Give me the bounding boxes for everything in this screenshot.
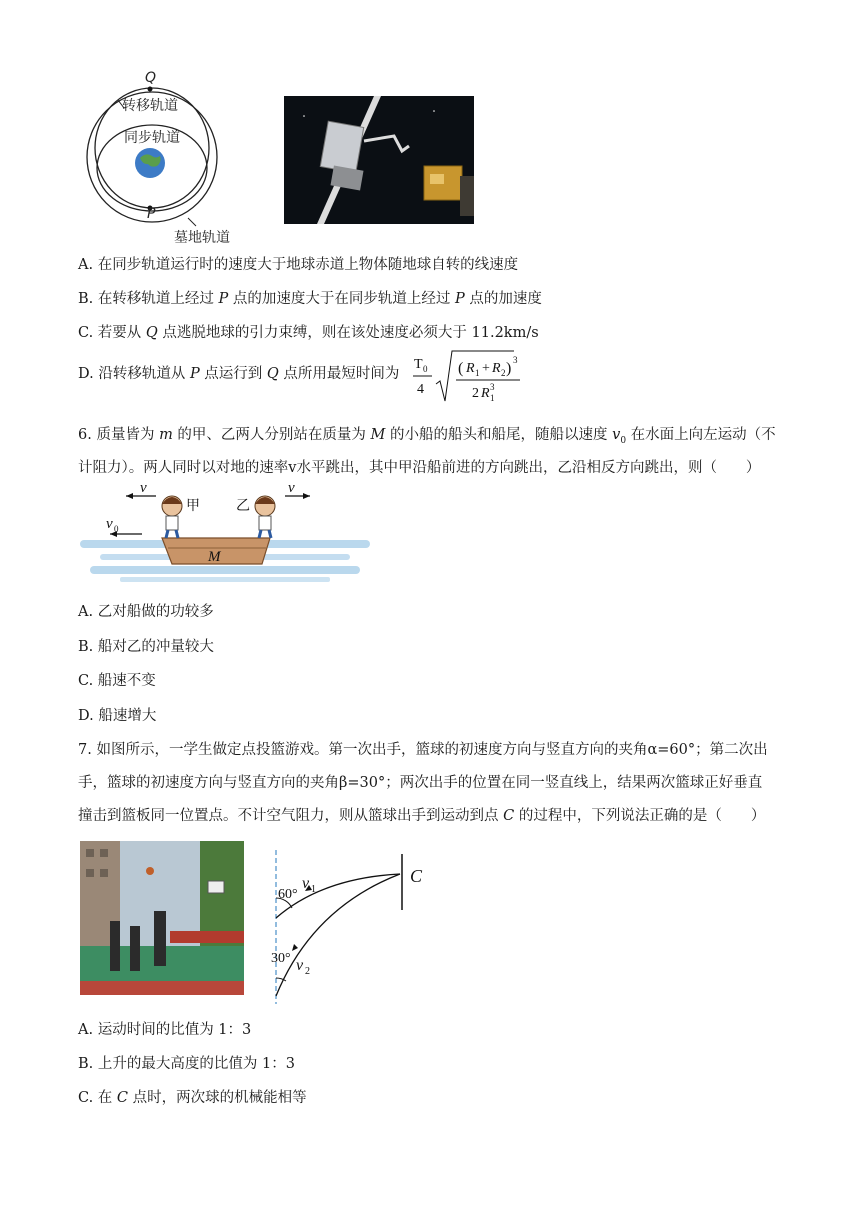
- label-v2: v: [296, 957, 304, 974]
- q6-option-c[interactable]: C. 船速不变: [78, 673, 156, 689]
- svg-text:1: 1: [490, 393, 495, 403]
- label-q: Q: [145, 70, 157, 86]
- arrow-left-icon: [126, 493, 133, 499]
- label-yi: 乙: [236, 498, 250, 514]
- q5-option-a[interactable]: A. 在同步轨道运行时的速度大于地球赤道上物体随地球自转的线速度: [78, 257, 519, 273]
- svg-text:+: +: [482, 361, 490, 376]
- q7-stem-line1: 7. 如图所示，一学生做定点投篮游戏。第一次出手，篮球的初速度方向与竖直方向的夹角α=60°；第二次出: [78, 742, 768, 758]
- boat-figure: [80, 478, 372, 588]
- period-formula: [410, 350, 530, 406]
- svg-text:1: 1: [475, 368, 480, 378]
- satellite-photo: [284, 96, 474, 224]
- q7-option-b[interactable]: B. 上升的最大高度的比值为 1：3: [78, 1056, 295, 1072]
- svg-text:T: T: [414, 357, 423, 372]
- label-angle-60: 60°: [278, 887, 298, 902]
- svg-text:): ): [506, 360, 512, 377]
- label-angle-30: 30°: [271, 951, 291, 966]
- label-boat-m: M: [208, 549, 221, 565]
- trajectory-diagram: [262, 848, 434, 1006]
- svg-text:4: 4: [417, 382, 424, 397]
- label-p: P: [147, 206, 156, 222]
- svg-text:0: 0: [114, 524, 119, 534]
- person-yi-icon: [255, 496, 275, 538]
- label-transfer-orbit: 转移轨道: [122, 98, 178, 114]
- basketball-photo: [80, 841, 244, 995]
- label-v-left: v: [140, 480, 147, 496]
- svg-text:3: 3: [490, 382, 495, 392]
- svg-text:R: R: [492, 361, 501, 376]
- q7-option-a[interactable]: A. 运动时间的比值为 1：3: [78, 1022, 252, 1038]
- point-q: [148, 87, 153, 92]
- q6-option-d[interactable]: D. 船速增大: [78, 708, 157, 724]
- basketball-icon: [146, 867, 154, 875]
- label-grave-orbit: 墓地轨道: [174, 230, 230, 246]
- svg-text:0: 0: [423, 364, 428, 374]
- label-v1: v: [302, 875, 310, 892]
- arrow-right-icon: [303, 493, 310, 499]
- label-jia: 甲: [186, 498, 200, 514]
- label-c: C: [410, 866, 423, 886]
- svg-text:2: 2: [305, 966, 310, 977]
- arrow-v2-icon: [292, 944, 298, 951]
- orbit-diagram: [78, 66, 248, 252]
- svg-text:2: 2: [501, 368, 506, 378]
- svg-text:R: R: [481, 386, 490, 401]
- q5-option-d[interactable]: D. 沿转移轨道从 P 点运行到 Q 点所用最短时间为: [78, 366, 400, 382]
- svg-text:3: 3: [513, 355, 518, 365]
- q6-option-a[interactable]: A. 乙对船做的功较多: [78, 604, 214, 620]
- backboard-icon: [208, 881, 224, 893]
- q5-option-b[interactable]: B. 在转移轨道上经过 P 点的加速度大于在同步轨道上经过 P 点的加速度: [78, 291, 542, 307]
- person-jia-icon: [162, 496, 182, 538]
- svg-text:(: (: [458, 360, 464, 377]
- svg-text:1: 1: [311, 884, 316, 895]
- q6-option-b[interactable]: B. 船对乙的冲量较大: [78, 639, 214, 655]
- q7-stem-line3: 撞击到篮板同一位置点。不计空气阻力，则从篮球出手到运动到点 C 的过程中，下列说法正确的是（ ）: [78, 808, 766, 824]
- svg-text:2: 2: [472, 386, 479, 401]
- svg-text:R: R: [466, 361, 475, 376]
- label-v-right: v: [288, 480, 295, 496]
- label-v0: v: [106, 516, 113, 532]
- q6-stem-line2: 计阻力）。两人同时以对地的速率v水平跳出，其中甲沿船前进的方向跳出，乙沿相反方向跳出，则（ ）: [78, 460, 761, 476]
- satellite-body-icon: [320, 121, 363, 173]
- label-sync-orbit: 同步轨道: [124, 130, 180, 146]
- q7-option-c[interactable]: C. 在 C 点时，两次球的机械能相等: [78, 1090, 307, 1106]
- q7-stem-line2: 手，篮球的初速度方向与竖直方向的夹角β=30°；两次出手的位置在同一竖直线上，结果两次篮球正好垂直: [78, 775, 763, 791]
- q6-stem-line1: 6. 质量皆为 m 的甲、乙两人分别站在质量为 M 的小船的船头和船尾，随船以速度 $v_0$ 在水面上向左运动（不: [78, 427, 776, 446]
- q5-option-c[interactable]: C. 若要从 Q 点逃脱地球的引力束缚，则在该处速度必须大于 11.2km/s: [78, 325, 539, 341]
